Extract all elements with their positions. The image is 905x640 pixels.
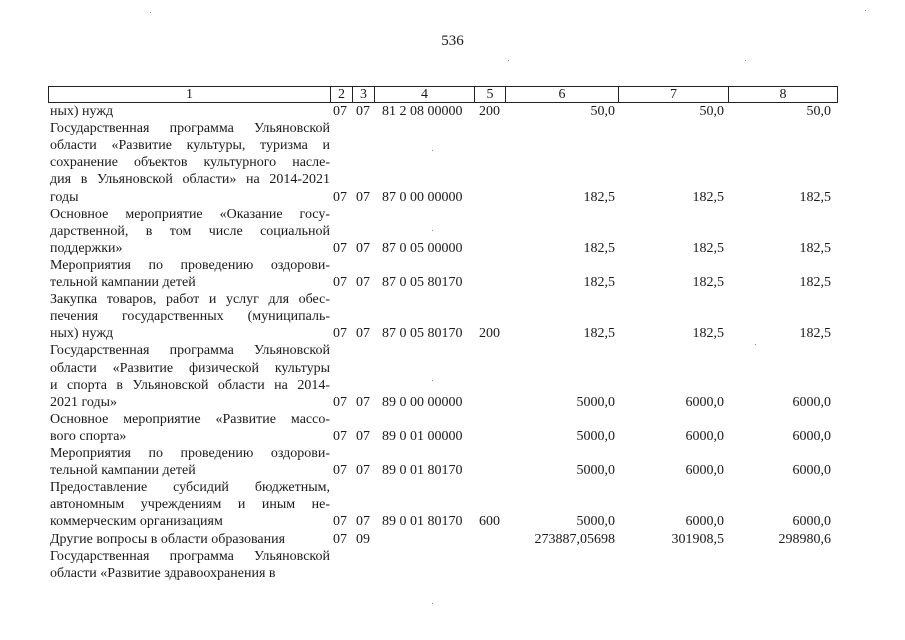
amount-col-8: 6000,0 [792,514,831,530]
header-col-6: 6 [506,87,619,102]
amount-col-8: 6000,0 [792,394,831,410]
table-header [48,86,838,103]
amount-col-7: 6000,0 [685,514,724,530]
target-article-code: 89 0 01 80170 [382,514,463,530]
amount-col-8: 6000,0 [792,463,831,479]
page-number: 536 [441,33,464,49]
expense-type-code: 200 [479,326,500,342]
amount-col-6: 50,0 [590,104,615,119]
expense-type-code: 600 [479,514,500,530]
row-name-line: поддержки» [50,240,123,256]
header-col-8: 8 [779,87,787,102]
subsection-code: 07 [356,240,370,256]
subsection-code: 07 [356,275,370,290]
row-name-line: Основное мероприятие «Развитие массо- [50,411,330,427]
row-name-line: Другие вопросы в области образования [50,531,286,547]
amount-col-6: 182,5 [583,240,615,256]
section-code: 07 [333,428,347,444]
row-name-line: годы [50,189,79,205]
amount-col-8: 182,5 [799,189,831,205]
section-code: 07 [333,326,347,342]
row-name-line: области «Развитие культуры, туризма и [50,138,330,154]
amount-col-6: 5000,0 [576,514,615,530]
amount-col-8: 182,5 [799,275,831,290]
row-name-line: дия в Ульяновской области» на 2014-2021 [50,172,330,188]
row-name-line: Государственная программа Ульяновской [50,548,330,564]
row-name-line: тельной кампании детей [50,275,196,290]
subsection-code: 07 [356,428,370,444]
target-article-code: 89 0 01 80170 [382,463,463,479]
expense-type-code: 200 [479,104,500,119]
amount-col-7: 182,5 [692,240,724,256]
header-col-7: 7 [619,87,729,102]
header-col-2: 2 [331,87,353,102]
row-name-line: ных) нужд [50,326,114,342]
row-name-line: коммерческим организациям [50,514,223,530]
amount-col-7: 182,5 [692,275,724,290]
amount-col-7: 182,5 [692,326,724,342]
target-article-code: 89 0 01 00000 [382,428,463,444]
target-article-code: 87 0 05 80170 [382,275,463,290]
header-col-3: 3 [353,87,375,102]
section-code: 07 [333,240,347,256]
section-code: 07 [333,104,347,119]
section-code: 07 [333,463,347,479]
header-col-5: 5 [475,87,506,102]
row-name-line: вого спорта» [50,428,127,444]
subsection-code: 09 [356,531,370,547]
section-code: 07 [333,275,347,290]
row-name-line: дарственной, в том числе социальной [50,223,330,239]
section-code: 07 [333,394,347,410]
target-article-code: 89 0 00 00000 [382,394,463,410]
amount-col-6: 273887,05698 [534,531,615,547]
target-article-code: 87 0 00 00000 [382,189,463,205]
amount-col-8: 50,0 [806,104,831,119]
row-name-line: автономным учреждениям и иным не- [50,497,330,513]
amount-col-6: 182,5 [583,189,615,205]
amount-col-7: 301908,5 [671,531,724,547]
row-name-line: области «Развитие здравоохранения в [50,565,276,581]
amount-col-8: 298980,6 [778,531,831,547]
subsection-code: 07 [356,463,370,479]
subsection-code: 07 [356,189,370,205]
subsection-code: 07 [356,514,370,530]
header-col-1: 1 [49,87,331,102]
row-name-line: Государственная программа Ульяновской [50,121,330,137]
row-name-line: ных) нужд [50,104,114,119]
section-code: 07 [333,514,347,530]
section-code: 07 [333,531,347,547]
subsection-code: 07 [356,394,370,410]
amount-col-6: 182,5 [583,275,615,290]
row-name-line: 2021 годы» [50,394,118,410]
amount-col-7: 6000,0 [685,394,724,410]
amount-col-8: 6000,0 [792,428,831,444]
amount-col-8: 182,5 [799,240,831,256]
subsection-code: 07 [356,104,370,119]
target-article-code: 81 2 08 00000 [382,104,463,119]
amount-col-6: 5000,0 [576,428,615,444]
row-name-line: сохранение объектов культурного насле- [50,155,330,171]
row-name-line: печения государственных (муниципаль- [50,309,330,325]
row-name-line: Государственная программа Ульяновской [50,343,330,359]
row-name-line: Закупка товаров, работ и услуг для обес- [50,292,330,308]
row-name-line: области «Развитие физической культуры [50,360,330,376]
target-article-code: 87 0 05 80170 [382,326,463,342]
amount-col-8: 182,5 [799,326,831,342]
row-name-line: Мероприятия по проведению оздорови- [50,446,330,461]
amount-col-7: 6000,0 [685,428,724,444]
header-col-4: 4 [375,87,475,102]
amount-col-6: 182,5 [583,326,615,342]
row-name-line: и спорта в Ульяновской области на 2014- [50,377,330,393]
amount-col-7: 182,5 [692,189,724,205]
row-name-line: Предоставление субсидий бюджетным, [50,480,330,496]
row-name-line: Мероприятия по проведению оздорови- [50,257,330,273]
amount-col-7: 6000,0 [685,463,724,479]
row-name-line: Основное мероприятие «Оказание госу- [50,206,330,222]
subsection-code: 07 [356,326,370,342]
target-article-code: 87 0 05 00000 [382,240,463,256]
section-code: 07 [333,189,347,205]
amount-col-6: 5000,0 [576,394,615,410]
amount-col-6: 5000,0 [576,463,615,479]
row-name-line: тельной кампании детей [50,463,196,479]
amount-col-7: 50,0 [699,104,724,119]
